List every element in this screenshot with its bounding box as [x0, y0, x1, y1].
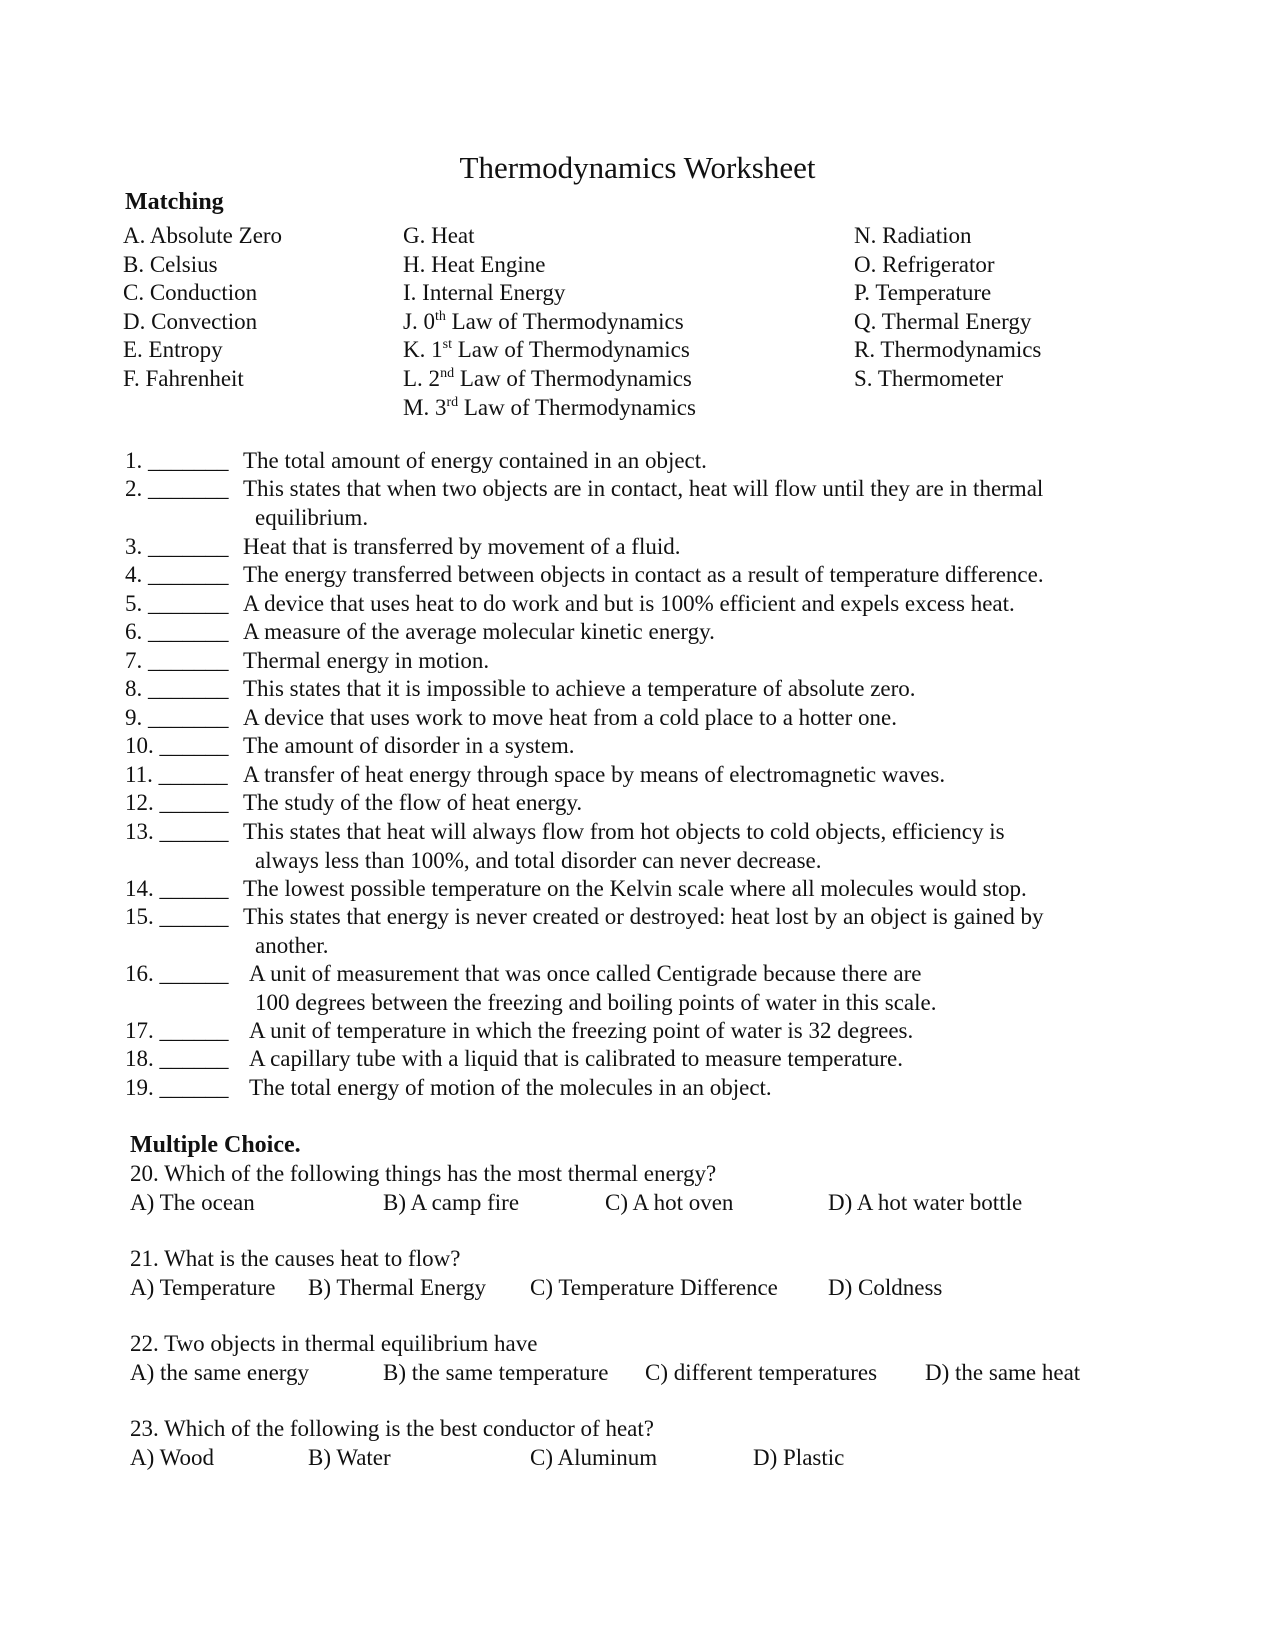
answer-blank[interactable]: 15. ______ — [125, 904, 229, 929]
question-text: The energy transferred between objects in contact as a result of temperature difference. — [243, 562, 1044, 587]
question-17 — [125, 1017, 914, 1046]
term-a: A. Absolute Zero — [123, 223, 283, 248]
term-n: N. Radiation — [854, 223, 972, 248]
question-5 — [125, 590, 1015, 619]
question-text-continued: 100 degrees between the freezing and boiling points of water in this scale. — [255, 989, 937, 1015]
question-16 — [125, 960, 937, 1015]
question-7 — [125, 647, 490, 676]
mc-stem: 22. Two objects in thermal equilibrium have — [130, 1331, 538, 1356]
term-q: Q. Thermal Energy — [854, 308, 1032, 334]
answer-blank[interactable]: 12. ______ — [125, 790, 229, 815]
question-text: This states that when two objects are in contact, heat will flow until they are in thermal — [243, 476, 1044, 501]
matching-column-2 — [403, 222, 696, 422]
mc-option-b[interactable]: B) the same temperature — [383, 1360, 609, 1385]
term-k: K. 1st Law of Thermodynamics — [403, 337, 690, 363]
answer-blank[interactable]: 1. _______ — [125, 448, 229, 473]
question-18 — [125, 1045, 903, 1074]
question-text: The total energy of motion of the molecules in an object. — [249, 1075, 772, 1100]
term-e: E. Entropy — [123, 337, 223, 363]
answer-blank[interactable]: 4. _______ — [125, 562, 229, 587]
mc-option-c[interactable]: C) Temperature Difference — [530, 1275, 778, 1300]
mc-option-b[interactable]: B) Water — [308, 1445, 391, 1470]
mc-option-d[interactable]: D) A hot water bottle — [828, 1190, 1023, 1215]
mc-option-d[interactable]: D) the same heat — [925, 1360, 1081, 1385]
mc-option-a[interactable]: A) the same energy — [130, 1360, 310, 1385]
term-h: H. Heat Engine — [403, 251, 546, 277]
question-text-continued: another. — [255, 932, 329, 958]
question-9 — [125, 704, 898, 733]
question-11 — [125, 761, 946, 790]
matching-heading: Matching — [125, 189, 224, 215]
question-14 — [125, 875, 1027, 904]
answer-blank[interactable]: 18. ______ — [125, 1046, 229, 1071]
question-10 — [125, 732, 575, 761]
question-text-continued: always less than 100%, and total disorder can never decrease. — [255, 847, 822, 873]
answer-blank[interactable]: 10. ______ — [125, 733, 229, 758]
matching-column-1 — [123, 222, 282, 394]
mc-option-a[interactable]: A) Wood — [130, 1445, 214, 1470]
mc-stem: 23. Which of the following is the best conductor of heat? — [130, 1416, 654, 1441]
question-text: A capillary tube with a liquid that is calibrated to measure temperature. — [249, 1046, 903, 1071]
term-d: D. Convection — [123, 308, 258, 334]
term-l: L. 2nd Law of Thermodynamics — [403, 365, 692, 391]
question-2 — [125, 475, 1044, 530]
question-8 — [125, 675, 916, 704]
multiple-choice-heading: Multiple Choice. — [130, 1132, 301, 1158]
answer-blank[interactable]: 17. ______ — [125, 1018, 229, 1043]
mc-stem: 20. Which of the following things has the most thermal energy? — [130, 1161, 717, 1186]
question-text: Heat that is transferred by movement of a fluid. — [243, 534, 681, 559]
mc-option-a[interactable]: A) The ocean — [130, 1190, 255, 1215]
question-text: The total amount of energy contained in an object. — [243, 448, 707, 473]
question-12 — [125, 789, 583, 818]
question-19 — [125, 1074, 772, 1103]
mc-stem: 21. What is the causes heat to flow? — [130, 1246, 461, 1271]
question-13 — [125, 818, 1005, 873]
answer-blank[interactable]: 11. ______ — [125, 762, 228, 787]
question-15 — [125, 903, 1044, 958]
mc-option-b[interactable]: B) Thermal Energy — [308, 1275, 486, 1300]
question-1 — [125, 447, 707, 476]
term-s: S. Thermometer — [854, 365, 1004, 391]
question-text: The study of the flow of heat energy. — [243, 790, 583, 815]
question-text-continued: equilibrium. — [255, 504, 369, 530]
answer-blank[interactable]: 7. _______ — [125, 648, 229, 673]
question-text: A unit of measurement that was once called Centigrade because there are — [249, 961, 922, 986]
term-m: M. 3rd Law of Thermodynamics — [403, 394, 696, 420]
mc-option-c[interactable]: C) A hot oven — [605, 1190, 734, 1215]
question-text: Thermal energy in motion. — [243, 648, 490, 673]
answer-blank[interactable]: 16. ______ — [125, 961, 229, 986]
question-4 — [125, 561, 1044, 590]
question-text: A device that uses work to move heat from a cold place to a hotter one. — [243, 705, 898, 730]
mc-option-b[interactable]: B) A camp fire — [383, 1190, 520, 1215]
mc-option-c[interactable]: C) different temperatures — [645, 1360, 878, 1385]
question-3 — [125, 533, 681, 562]
term-o: O. Refrigerator — [854, 251, 995, 277]
answer-blank[interactable]: 9. _______ — [125, 705, 229, 730]
question-text: This states that it is impossible to achieve a temperature of absolute zero. — [243, 676, 916, 701]
question-text: This states that energy is never created or destroyed: heat lost by an object is gained by — [243, 904, 1044, 929]
term-g: G. Heat — [403, 223, 475, 248]
question-text: This states that heat will always flow from hot objects to cold objects, efficiency is — [243, 819, 1005, 844]
worksheet-title: Thermodynamics Worksheet — [459, 150, 816, 185]
mc-option-a[interactable]: A) Temperature — [130, 1275, 276, 1300]
mc-option-d[interactable]: D) Plastic — [753, 1445, 845, 1470]
matching-column-3 — [854, 222, 1041, 394]
answer-blank[interactable]: 3. _______ — [125, 534, 229, 559]
answer-blank[interactable]: 13. ______ — [125, 819, 229, 844]
question-6 — [125, 618, 715, 647]
question-text: The amount of disorder in a system. — [243, 733, 575, 758]
answer-blank[interactable]: 2. _______ — [125, 476, 229, 501]
term-b: B. Celsius — [123, 251, 218, 277]
answer-blank[interactable]: 6. _______ — [125, 619, 229, 644]
question-text: A unit of temperature in which the freezing point of water is 32 degrees. — [249, 1018, 914, 1043]
term-f: F. Fahrenheit — [123, 365, 244, 391]
question-text: The lowest possible temperature on the Kelvin scale where all molecules would stop. — [243, 876, 1027, 901]
question-text: A measure of the average molecular kinetic energy. — [243, 619, 715, 644]
answer-blank[interactable]: 5. _______ — [125, 591, 229, 616]
answer-blank[interactable]: 19. ______ — [125, 1075, 229, 1100]
term-p: P. Temperature — [854, 280, 992, 306]
question-text: A device that uses heat to do work and but is 100% efficient and expels excess heat. — [243, 591, 1015, 616]
mc-option-c[interactable]: C) Aluminum — [530, 1445, 658, 1470]
question-text: A transfer of heat energy through space by means of electromagnetic waves. — [243, 762, 946, 787]
answer-blank[interactable]: 14. ______ — [125, 876, 229, 901]
answer-blank[interactable]: 8. _______ — [125, 676, 229, 701]
term-j: J. 0th Law of Thermodynamics — [403, 308, 684, 334]
term-c: C. Conduction — [123, 280, 258, 306]
term-i: I. Internal Energy — [403, 280, 566, 306]
term-r: R. Thermodynamics — [854, 337, 1042, 363]
mc-option-d[interactable]: D) Coldness — [828, 1275, 943, 1300]
